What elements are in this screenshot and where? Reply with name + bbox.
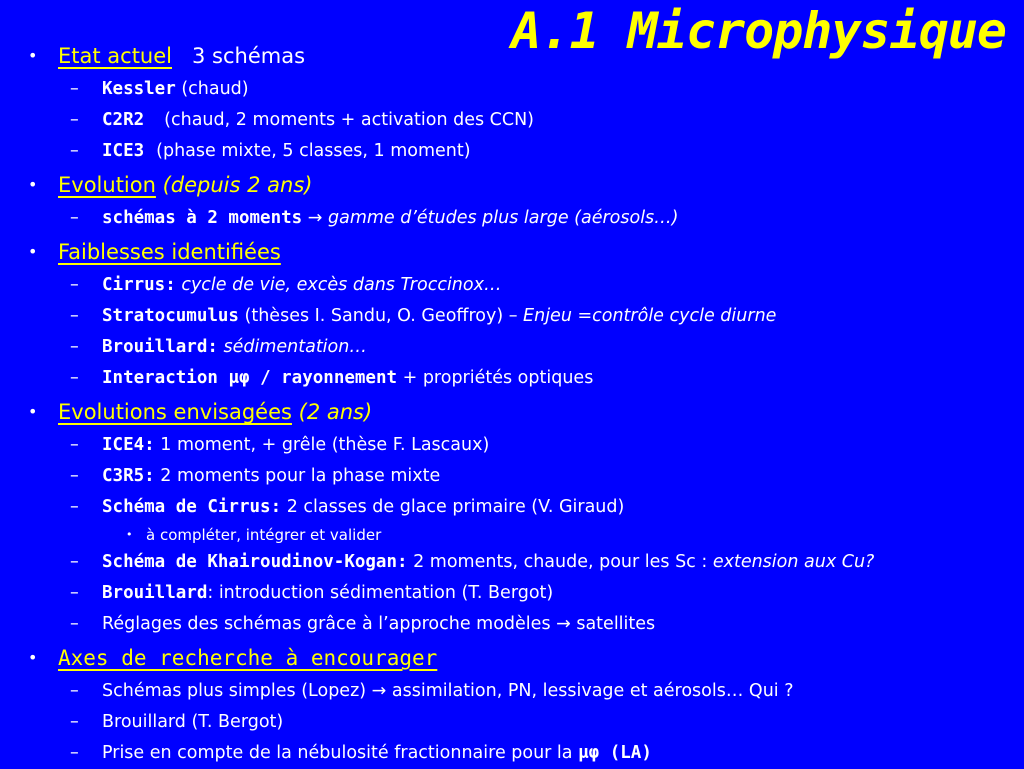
dash-mark: – — [70, 614, 79, 634]
label-brouillard: Brouillard: — [102, 337, 218, 357]
dash-mark: – — [70, 337, 79, 357]
label-interaction: Interaction — [102, 368, 218, 388]
dash-mark: – — [70, 435, 79, 455]
item-ice3 — [0, 136, 1024, 167]
subitem-completer — [0, 523, 1024, 547]
mu-phi-symbol: μφ — [217, 368, 261, 388]
text-ice4: 1 moment, + grêle (thèse F. Lascaux) — [154, 435, 490, 455]
item-schemas-2-moments — [0, 203, 1024, 234]
dash-mark: – — [70, 275, 79, 295]
label-rayonnement: / rayonnement — [260, 368, 398, 388]
text-schemas-simples: Schémas plus simples (Lopez) → assimilation, PN, lessivage et aérosols… Qui ? — [102, 681, 794, 701]
text-schemas-2-moments: gamme d’études plus large (aérosols…) — [327, 208, 679, 228]
text-stratocumulus: (thèses I. Sandu, O. Geoffroy) – — [238, 306, 524, 326]
text-cirrus: cycle de vie, excès dans Troccinox… — [175, 275, 502, 295]
label-kessler: Kessler — [102, 79, 176, 99]
text-khairoudinov-kogan: 2 moments, chaude, pour les Sc : — [407, 552, 713, 572]
text-reglages: Réglages des schémas grâce à l’approche modèles → satellites — [102, 614, 656, 634]
label-ice4: ICE4: — [102, 435, 155, 455]
text-kessler: (chaud) — [175, 79, 249, 99]
text-c2r2: (chaud, 2 moments + activation des CCN) — [164, 110, 535, 130]
heading-faiblesses: Faiblesses identifiées — [58, 240, 281, 264]
label-brouillard-sedimentation: Brouillard — [102, 583, 208, 603]
dash-mark: – — [70, 712, 79, 732]
dash-mark: – — [70, 306, 79, 326]
heading-evolution: Evolution — [58, 173, 156, 197]
bullet-etat-actuel — [0, 38, 1024, 74]
italic-khairoudinov-kogan: extension aux Cu? — [712, 552, 875, 572]
item-kessler — [0, 74, 1024, 105]
label-schema-cirrus: Schéma de Cirrus: — [102, 497, 282, 517]
italic-stratocumulus: Enjeu =contrôle cycle diurne — [523, 306, 777, 326]
text-brouillard-sedimentation: : introduction sédimentation (T. Bergot) — [207, 583, 554, 603]
bullet-envisagees — [0, 394, 1024, 430]
dash-mark: – — [70, 110, 79, 130]
bullet-mark: • — [28, 402, 38, 421]
text-nebulosite: Prise en compte de la nébulosité fractionnaire pour la — [102, 743, 579, 763]
bullet-axes — [0, 640, 1024, 676]
label-c2r2: C2R2 — [102, 110, 145, 130]
text-schema-cirrus: 2 classes de glace primaire (V. Giraud) — [281, 497, 625, 517]
mu-phi-symbol: μφ — [578, 743, 600, 763]
etat-actuel-text: 3 schémas — [192, 44, 306, 68]
bullet-mark: • — [28, 46, 38, 65]
dash-mark: – — [70, 466, 79, 486]
bullet-faiblesses — [0, 234, 1024, 270]
item-interaction — [0, 363, 1024, 394]
text-interaction: + propriétés optiques — [397, 368, 594, 388]
label-la: (LA) — [599, 743, 652, 763]
item-brouillard-bergot — [0, 707, 1024, 738]
dash-mark: – — [70, 497, 79, 517]
heading-etat-actuel: Etat actuel — [58, 44, 172, 68]
label-c3r5: C3R5: — [102, 466, 155, 486]
item-ice4 — [0, 430, 1024, 461]
heading-envisagees: Evolutions envisagées — [58, 400, 292, 424]
envisagees-text: (2 ans) — [291, 400, 373, 424]
text-ice3: (phase mixte, 5 classes, 1 moment) — [156, 141, 471, 161]
slide-content — [0, 38, 1024, 769]
bullet-mark: • — [28, 242, 38, 261]
label-schemas-2-moments: schémas à 2 moments — [102, 208, 303, 228]
dash-mark: – — [70, 552, 79, 572]
dash-mark: – — [70, 681, 79, 701]
label-ice3: ICE3 — [102, 141, 145, 161]
item-nebulosite — [0, 738, 1024, 769]
dash-mark: – — [70, 79, 79, 99]
dash-mark: – — [70, 208, 79, 228]
bullet-mark: • — [28, 648, 38, 667]
evolution-text: (depuis 2 ans) — [155, 173, 313, 197]
item-khairoudinov-kogan — [0, 547, 1024, 578]
item-reglages — [0, 609, 1024, 640]
text-completer: à compléter, intégrer et valider — [146, 526, 382, 544]
label-stratocumulus: Stratocumulus — [102, 306, 239, 326]
dash-mark: – — [70, 743, 79, 763]
item-schemas-simples — [0, 676, 1024, 707]
item-brouillard-sedimentation — [0, 578, 1024, 609]
bullet-mark: • — [28, 175, 38, 194]
dash-mark: – — [70, 583, 79, 603]
item-c2r2 — [0, 105, 1024, 136]
item-c3r5 — [0, 461, 1024, 492]
arrow-right-icon: → — [302, 208, 328, 228]
text-brouillard: sédimentation… — [217, 337, 367, 357]
bullet-mark: • — [126, 528, 133, 541]
label-cirrus: Cirrus: — [102, 275, 176, 295]
label-khairoudinov-kogan: Schéma de Khairoudinov-Kogan: — [102, 552, 408, 572]
heading-axes: Axes de recherche à encourager — [58, 646, 438, 670]
item-schema-cirrus — [0, 492, 1024, 523]
text-c3r5: 2 moments pour la phase mixte — [154, 466, 441, 486]
bullet-evolution — [0, 167, 1024, 203]
item-stratocumulus — [0, 301, 1024, 332]
item-cirrus — [0, 270, 1024, 301]
item-brouillard — [0, 332, 1024, 363]
dash-mark: – — [70, 141, 79, 161]
slide-title: A.1 Microphysique — [511, 2, 1006, 60]
dash-mark: – — [70, 368, 79, 388]
text-brouillard-bergot: Brouillard (T. Bergot) — [102, 712, 284, 732]
